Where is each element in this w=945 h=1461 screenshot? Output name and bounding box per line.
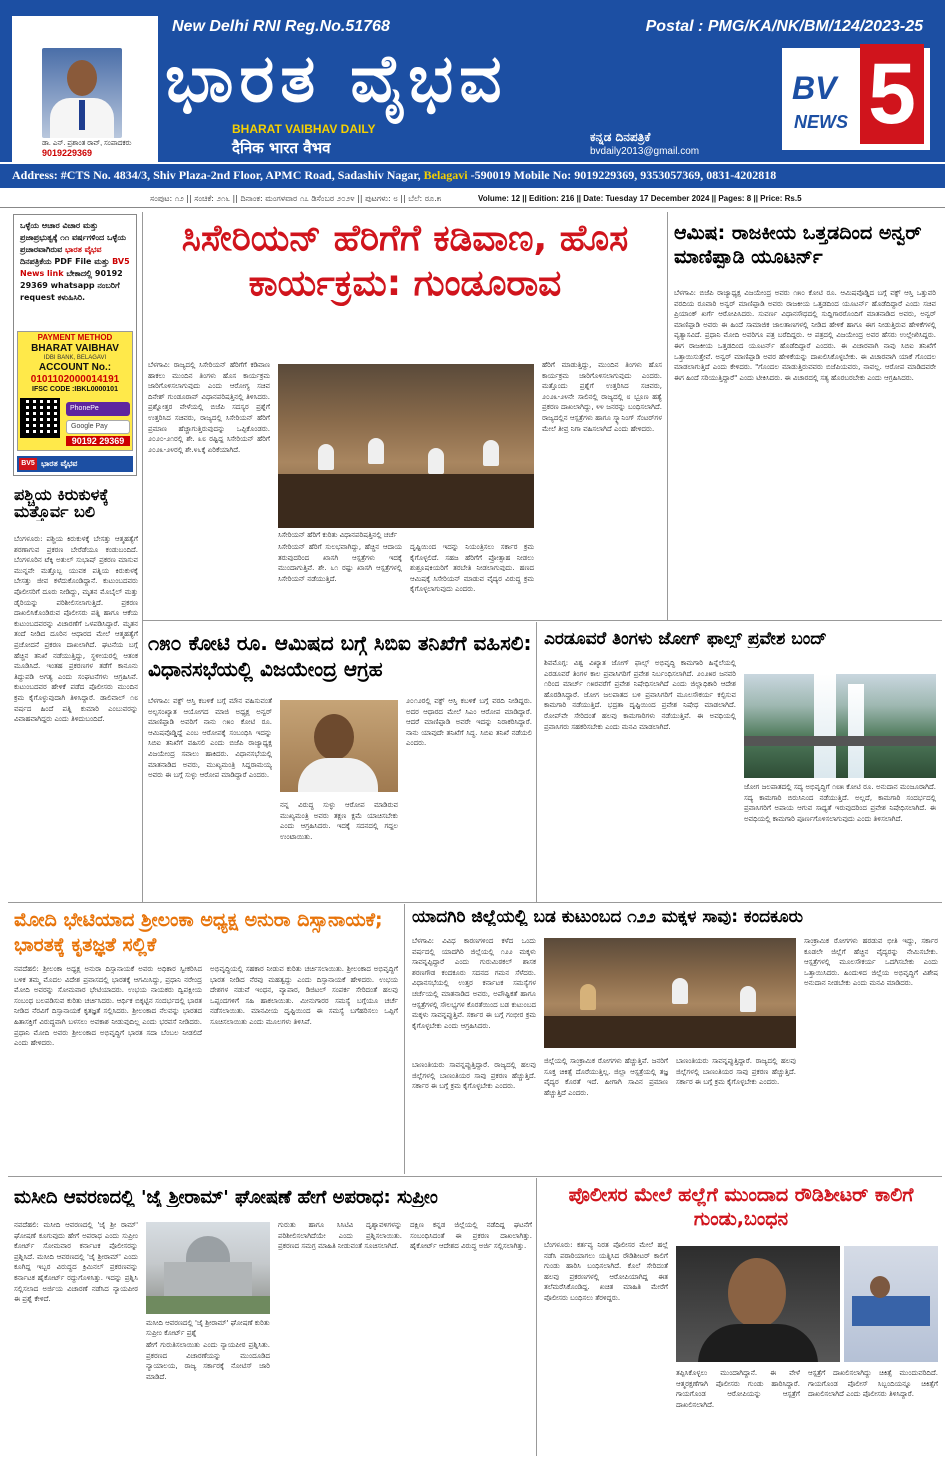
- mosque-col2: ಹೇಗೆ ಗುರುತಿಸಲಾಯಿತು ಎಂದು ನ್ಯಾಯಪೀಠ ಪ್ರಶ್ನಿಸಿತು. ಪ್ರಕರಣದ ವಿಚಾರಣೆಯನ್ನು ಮುಂದೂಡಿದ ನ್ಯಾಯಾಲಯ, ರಾಜ್ಯ ಸರ್ಕಾರಕ್ಕೆ ನೋಟಿಸ್ ಜಾರಿ ಮಾಡಿದೆ.: [146, 1341, 270, 1381]
- mosque-col3: ಗುರುತು ಹಾಗೂ ಸಿಸಿಟಿವಿ ದೃಶ್ಯಾವಳಿಗಳನ್ನು ಪರಿಶೀಲಿಸಲಾಗಿದೆಯೇ ಎಂದು ಪ್ರಶ್ನಿಸಲಾಯಿತು. ಪ್ರಕರಣದ ಸಮಗ್ರ ಮಾಹಿತಿ ನೀಡುವಂತೆ ಸೂಚಿಸಲಾಗಿದೆ.: [278, 1221, 402, 1251]
- address-city: Belagavi: [423, 168, 468, 182]
- vijayendra-photo: [280, 700, 398, 792]
- cbi-col2: ೨೦೧೨ರಲ್ಲಿ ವಕ್ಫ್ ಆಸ್ತಿ ಕಬಳಿಕೆ ಬಗ್ಗೆ ವರದಿ ನೀಡಿದ್ದರು. ಅದರ ಆಧಾರದ ಮೇಲೆ ಸಿಎಂ ಆರೋಪ ಮಾಡಿದ್ದಾರೆ. ಆದರೆ ಮಾಣಿಪ್ಪಾಡಿ ಅವರೇ ಇದನ್ನು ನಿರಾಕರಿಸಿದ್ದಾರೆ. ನಾನು ಯಾವುದೇ ತನಿಖೆಗೆ ಸಿದ್ಧ. ಸಿಬಿಐ ತನಿಖೆ ನಡೆಯಲಿ ಎಂದರು.: [406, 697, 532, 748]
- yadgiri-col2: ಬಾಣಂತಿಯರು ಸಾವನ್ನಪ್ಪುತ್ತಿದ್ದಾರೆ. ರಾಜ್ಯದಲ್ಲಿ ಹಲವು ಜಿಲ್ಲೆಗಳಲ್ಲಿ ಬಾಣಂತಿಯರ ಸಾವು ಪ್ರಕರಣ ಹೆಚ್ಚುತ್ತಿದೆ. ಸರ್ಕಾರ ಈ ಬಗ್ಗೆ ಕ್ರಮ ಕೈಗೊಳ್ಳಬೇಕು ಎಂದರು.: [412, 1061, 536, 1091]
- qr-code-icon[interactable]: [20, 398, 60, 438]
- ad-line5: ಬೇಕಾದಲ್ಲಿ 90192 29369 whatsapp ನಂಬರಿಗೆ request ಕಳುಹಿಸಿರಿ.: [20, 269, 123, 302]
- waqf-headline[interactable]: ಆಮಿಷ: ರಾಜಕೀಯ ಒತ್ತಡದಿಂದ ಅನ್ವರ್ ಮಾಣಿಪ್ಪಾಡಿ ಯೂಟರ್ನ್: [674, 222, 922, 268]
- cbi-col3: ನನ್ನ ವಿರುದ್ಧ ಸುಳ್ಳು ಆರೋಪ ಮಾಡಿರುವ ಮುಖ್ಯಮಂತ್ರಿ ಅವರು ತಕ್ಷಣ ಕ್ಷಮೆ ಯಾಚಿಸಬೇಕು ಎಂದು ಆಗ್ರಹಿಸಿದರು. ಇದಕ್ಕೆ ಸದನದಲ್ಲಿ ಗದ್ದಲ ಉಂಟಾಯಿತು.: [280, 801, 398, 841]
- address-prefix: Address: #CTS No. 4834/3, Shiv Plaza-2nd Floor, APMC Road, Sadashiv Nagar,: [12, 168, 424, 182]
- payment-bank: IDBI BANK, BELAGAVI: [43, 355, 107, 361]
- ad-line4[interactable]: BV5 News link: [20, 257, 130, 278]
- address-suffix: -590019 Mobile No: 9019229369, 9353057369, 0831-4202818: [467, 168, 777, 182]
- ad-line1: ಒಳ್ಳೆಯ ಆಚಾರ ವಿಚಾರ ಮತ್ತು ಪ್ರಜಾಪ್ರಭುತ್ವಕ್ಕೆ ೧೧ ವರ್ಷಗಳಿಂದ ಒಳ್ಳೆಯ ಪ್ರಚಾರವಾಗಿರುವ: [20, 221, 127, 254]
- yadgiri-col3b: ಬಾಣಂತಿಯರು ಸಾವನ್ನಪ್ಪುತ್ತಿದ್ದಾರೆ. ರಾಜ್ಯದಲ್ಲಿ ಹಲವು ಜಿಲ್ಲೆಗಳಲ್ಲಿ ಬಾಣಂತಿಯರ ಸಾವು ಪ್ರಕರಣ ಹೆಚ್ಚುತ್ತಿದೆ. ಸರ್ಕಾರ ಈ ಬಗ್ಗೆ ಕ್ರಮ ಕೈಗೊಳ್ಳಬೇಕು ಎಂದರು.: [676, 1057, 796, 1087]
- lanka-col1: ನವದೆಹಲಿ: ಶ್ರೀಲಂಕಾ ಅಧ್ಯಕ್ಷ ಅನುರಾ ದಿಸ್ಸಾನಾಯಕೆ ಅವರು ಅಧಿಕಾರ ಸ್ವೀಕರಿಸಿದ ಬಳಿಕ ತಮ್ಮ ಮೊದಲ ವಿದೇಶ ಪ್ರವಾಸದಲ್ಲಿ ಭಾರತಕ್ಕೆ ಆಗಮಿಸಿದ್ದು, ಪ್ರಧಾನಿ ನರೇಂದ್ರ ಮೋದಿ ಅವರನ್ನು ಸೋಮವಾರ ಭೇಟಿಯಾದರು. ಉಭಯ ನಾಯಕರು ದ್ವಿಪಕ್ಷೀಯ ಸಂಬಂಧ ಬಲಪಡಿಸುವ ಕುರಿತು ಚರ್ಚಿಸಿದರು. ಆರ್ಥಿಕ ಬಿಕ್ಕಟ್ಟಿನ ಸಂದರ್ಭದಲ್ಲಿ ಭಾರತ ನೀಡಿದ ನೆರವಿಗೆ ದಿಸ್ಸಾನಾಯಕೆ ಕೃತಜ್ಞತೆ ಸಲ್ಲಿಸಿದರು. ಶ್ರೀಲಂಕಾದ ನೆಲವನ್ನು ಭಾರತದ ಹಿತಾಸಕ್ತಿಗೆ ವಿರುದ್ಧವಾಗಿ ಬಳಸಲು ಅವಕಾಶ ನೀಡುವುದಿಲ್ಲ ಎಂದು ಭರವಸೆ ನೀಡಿದರು. ಪ್ರಧಾನಿ ಮೋದಿ ಅವರು ಶ್ರೀಲಂಕಾದ ಅಭಿವೃದ್ಧಿಗೆ ಭಾರತ ಸದಾ ಬೆಂಬಲ ನೀಡಲಿದೆ ಎಂದು ಹೇಳಿದರು.: [14, 965, 202, 1048]
- ifsc-code: IFSC CODE :IBKL0000101: [32, 386, 118, 393]
- mosque-col1: ನವದೆಹಲಿ: ಮಸೀದಿ ಆವರಣದಲ್ಲಿ 'ಜೈ ಶ್ರೀ ರಾಮ್' ಘೋಷಣೆ ಕೂಗುವುದು ಹೇಗೆ ಅಪರಾಧ ಎಂದು ಸುಪ್ರೀಂ ಕೋರ್ಟ್ ಸೋಮವಾರ ಕರ್ನಾಟಕ ಪೊಲೀಸರನ್ನು ಪ್ರಶ್ನಿಸಿದೆ. ಮಸೀದಿ ಆವರಣದಲ್ಲಿ 'ಜೈ ಶ್ರೀರಾಮ್' ಎಂದು ಕೂಗಿದ್ದ ಇಬ್ಬರ ವಿರುದ್ಧದ ಕ್ರಿಮಿನಲ್ ಪ್ರಕರಣವನ್ನು ಕರ್ನಾಟಕ ಹೈಕೋರ್ಟ್ ರದ್ದುಗೊಳಿಸಿತ್ತು. ಇದನ್ನು ಪ್ರಶ್ನಿಸಿ ಸಲ್ಲಿಸಲಾದ ಅರ್ಜಿಯ ವಿಚಾರಣೆ ನಡೆಸಿದ ನ್ಯಾಯಪೀಠ ಈ ಪ್ರಶ್ನೆ ಕೇಳಿದೆ.: [14, 1221, 138, 1304]
- cesarean-caption: ಸಿಸೇರಿಯನ್ ಹೆರಿಗೆ ಕುರಿತು ವಿಧಾನಪರಿಷತ್ತಿನಲ್ಲಿ ಚರ್ಚೆ: [278, 531, 398, 539]
- info-bar: [0, 190, 945, 208]
- cbi-col1: ಬೆಳಗಾವಿ: ವಕ್ಫ್ ಆಸ್ತಿ ಕಬಳಿಕೆ ಬಗ್ಗೆ ಮೌನ ವಹಿಸುವಂತೆ ಅಲ್ಪಸಂಖ್ಯಾತ ಆಯೋಗದ ಮಾಜಿ ಅಧ್ಯಕ್ಷ ಅನ್ವರ್ ಮಾಣಿಪ್ಪಾಡಿ ಅವರಿಗೆ ನಾನು ೧೫೦ ಕೋಟಿ ರೂ. ಆಮಿಷವೊಡ್ಡಿದ್ದೆ ಎಂಬ ಆರೋಪಕ್ಕೆ ಸಂಬಂಧಿಸಿ ಇದನ್ನು ಸಿಬಿಐ ತನಿಖೆಗೆ ವಹಿಸಲಿ ಎಂದು ಬಿಜೆಪಿ ರಾಜ್ಯಾಧ್ಯಕ್ಷ ವಿಜಯೇಂದ್ರ ಸವಾಲು ಹಾಕಿದರು. ವಿಧಾನಸಭೆಯಲ್ಲಿ ಮಾತನಾಡಿದ ಅವರು, ಮುಖ್ಯಮಂತ್ರಿ ಸಿದ್ದರಾಮಯ್ಯ ಅವರು ಈ ಬಗ್ಗೆ ಸುಳ್ಳು ಆರೋಪ ಮಾಡಿದ್ದಾರೆ ಎಂದರು.: [148, 697, 272, 780]
- assembly-photo: [278, 364, 534, 528]
- police-col2: ತಪ್ಪಿಸಿಕೊಳ್ಳಲು ಮುಂದಾಗಿದ್ದಾನೆ. ಈ ವೇಳೆ ಆತ್ಮರಕ್ಷಣೆಗಾಗಿ ಪೊಲೀಸರು ಗುಂಡು ಹಾರಿಸಿದ್ದಾರೆ. ಗಾಯಗೊಂಡ ಆರೋಪಿಯನ್ನು ಆಸ್ಪತ್ರೆಗೆ ದಾಖಲಿಸಲಾಗಿದೆ.: [676, 1369, 800, 1409]
- cesarean-col2: ಸಿಸೇರಿಯನ್ ಹೆರಿಗೆ ಸುಲಭವಾಗಿದ್ದು, ಹೆಚ್ಚಿನ ಆದಾಯ ತರುವುದರಿಂದ ಖಾಸಗಿ ಆಸ್ಪತ್ರೆಗಳು ಇದಕ್ಕೆ ಮುಂದಾಗುತ್ತಿವೆ. ಶೇ. ೬೧ ರಷ್ಟು ಖಾಸಗಿ ಆಸ್ಪತ್ರೆಗಳಲ್ಲಿ ಸಿಸೇರಿಯನ್ ನಡೆಯುತ್ತಿದೆ.: [278, 543, 402, 583]
- police-headline[interactable]: ಪೊಲೀಸರ ಮೇಲೆ ಹಲ್ಲೆಗೆ ಮುಂದಾದ ರೌಡಿಶೀಟರ್ ಕಾಲಿಗೆ ಗುಂಡು,ಬಂಧನ: [568, 1184, 914, 1230]
- ad-footer-logo-icon: BV5: [19, 458, 37, 470]
- rowdy-photo: [676, 1246, 840, 1362]
- googlepay-badge: Google Pay: [66, 420, 130, 434]
- yadgiri-assembly-photo: [544, 938, 796, 1048]
- mosque-col4: ದಕ್ಷಿಣ ಕನ್ನಡ ಜಿಲ್ಲೆಯಲ್ಲಿ ನಡೆದಿದ್ದ ಘಟನೆಗೆ ಸಂಬಂಧಿಸಿದಂತೆ ಈ ಪ್ರಕರಣ ದಾಖಲಾಗಿತ್ತು. ಹೈಕೋರ್ಟ್ ಆದೇಶದ ವಿರುದ್ಧ ಅರ್ಜಿ ಸಲ್ಲಿಸಲಾಗಿತ್ತು.: [410, 1221, 532, 1251]
- cesarean-col1: ಬೆಳಗಾವಿ: ರಾಜ್ಯದಲ್ಲಿ ಸಿಸೇರಿಯನ್ ಹೆರಿಗೆಗೆ ಕಡಿವಾಣ ಹಾಕಲು ಮುಂದಿನ ತಿಂಗಳು ಹೊಸ ಕಾರ್ಯಕ್ರಮ ಜಾರಿಗೊಳಿಸಲಾಗುವುದು ಎಂದು ಆರೋಗ್ಯ ಸಚಿವ ದಿನೇಶ್ ಗುಂಡೂರಾವ್ ವಿಧಾನಪರಿಷತ್ತಿನಲ್ಲಿ ತಿಳಿಸಿದರು. ಪ್ರಶ್ನೋತ್ತರ ವೇಳೆಯಲ್ಲಿ ಬಿಜೆಪಿ ಸದಸ್ಯರ ಪ್ರಶ್ನೆಗೆ ಉತ್ತರಿಸಿದ ಸಚಿವರು, ರಾಜ್ಯದಲ್ಲಿ ಸಿಸೇರಿಯನ್ ಹೆರಿಗೆ ಪ್ರಮಾಣ ಹೆಚ್ಚಾಗುತ್ತಿರುವುದನ್ನು ಒಪ್ಪಿಕೊಂಡರು. ೨೦೨೦-೨೧ರಲ್ಲಿ ಶೇ. ೩೮ ರಷ್ಟಿದ್ದ ಸಿಸೇರಿಯನ್ ಹೆರಿಗೆ ೨೦೨೩-೨೪ರಲ್ಲಿ ಶೇ.೪೬ಕ್ಕೆ ಏರಿಕೆಯಾಗಿದೆ.: [148, 361, 270, 454]
- rni-number: New Delhi RNI Reg.No.51768: [172, 18, 390, 35]
- logo-bv: BV: [792, 70, 837, 106]
- payment-name: BHARAT VAIBHAV: [31, 343, 119, 354]
- logo-news: NEWS: [794, 112, 848, 132]
- yadgiri-col3: ಜಿಲ್ಲೆಯಲ್ಲಿ ಸಾಂಕ್ರಾಮಿಕ ರೋಗಗಳು ಹೆಚ್ಚುತ್ತಿವೆ. ಜನರಿಗೆ ಸೂಕ್ತ ಚಿಕಿತ್ಸೆ ದೊರೆಯುತ್ತಿಲ್ಲ. ಜಿಲ್ಲಾ ಆಸ್ಪತ್ರೆಯಲ್ಲಿ ತಜ್ಞ ವೈದ್ಯರ ಕೊರತೆ ಇದೆ. ಹೀಗಾಗಿ ಸಾವಿನ ಪ್ರಮಾಣ ಹೆಚ್ಚುತ್ತಿದೆ ಎಂದರು.: [544, 1057, 668, 1097]
- payment-method: PAYMENT METHOD: [37, 333, 113, 342]
- phonepe-badge: PhonePe: [66, 402, 130, 416]
- newspaper-email[interactable]: bvdaily2013@gmail.com: [590, 146, 700, 157]
- pashu-headline[interactable]: ಪಶ್ಚಿಯ ಕಿರುಕುಳಕ್ಕೆ ಮತ್ತೊರ್ವ ಬಲಿ: [14, 486, 109, 521]
- account-number: 0101102000014191: [30, 374, 120, 385]
- supreme-court-photo: [146, 1222, 270, 1314]
- mosque-headline[interactable]: ಮಸೀದಿ ಆವರಣದಲ್ಲಿ 'ಜೈ ಶ್ರೀರಾಮ್' ಘೋಷಣೆ ಹೇಗೆ ಅಪರಾಧ: ಸುಪ್ರೀಂ: [14, 1188, 438, 1208]
- account-label: ACCOUNT No.:: [38, 362, 112, 373]
- jog-col1: ಶಿವಮೊಗ್ಗ: ವಿಶ್ವ ವಿಖ್ಯಾತ ಜೋಗ್ ಫಾಲ್ಸ್ ಅಭಿವೃದ್ಧಿ ಕಾಮಗಾರಿ ಹಿನ್ನೆಲೆಯಲ್ಲಿ ಎರಡೂವರೆ ತಿಂಗಳ ಕಾಲ ಪ್ರವಾಸಿಗರಿಗೆ ಪ್ರವೇಶ ನಿರ್ಬಂಧಿಸಲಾಗಿದೆ. ೨೦೨೫ರ ಜನವರಿ ೧ರಿಂದ ಮಾರ್ಚ್ ೧೫ರವರೆಗೆ ಪ್ರವೇಶ ನಿಷೇಧಿಸಲಾಗಿದೆ ಎಂದು ಜಿಲ್ಲಾಧಿಕಾರಿ ಆದೇಶ ಹೊರಡಿಸಿದ್ದಾರೆ. ಜೋಗ ಜಲಪಾತದ ಬಳಿ ಪ್ರವಾಸಿಗರಿಗೆ ಮೂಲಸೌಕರ್ಯ ಕಲ್ಪಿಸುವ ಕಾಮಗಾರಿ ನಡೆಯುತ್ತಿದೆ. ಭದ್ರತಾ ದೃಷ್ಟಿಯಿಂದ ಪ್ರವೇಶ ನಿಷೇಧ ಮಾಡಲಾಗಿದೆ. ರೋಪ್‌ವೇ ಸೇರಿದಂತೆ ಹಲವು ಕಾಮಗಾರಿಗಳು ನಡೆಯುತ್ತಿವೆ. ಈ ಅವಧಿಯಲ್ಲಿ ಪ್ರವಾಸಿಗರು ಸಹಕರಿಸಬೇಕು ಎಂದು ಮನವಿ ಮಾಡಲಾಗಿದೆ.: [544, 659, 736, 731]
- cesarean-col4: ಹೆರಿಗೆ ಮಾಡುತ್ತಿದ್ದು, ಮುಂದಿನ ತಿಂಗಳು ಹೊಸ ಕಾರ್ಯಕ್ರಮ ಜಾರಿಗೊಳಿಸಲಾಗುವುದು ಎಂದರು. ಮತ್ತೊಂದು ಪ್ರಶ್ನೆಗೆ ಉತ್ತರಿಸಿದ ಸಚಿವರು, ೨೦೨೩-೨೪ನೇ ಸಾಲಿನಲ್ಲಿ ರಾಜ್ಯದಲ್ಲಿ ೮ ಭ್ರೂಣ ಹತ್ಯೆ ಪ್ರಕರಣ ದಾಖಲಾಗಿದ್ದು, ೪೪ ಜನರನ್ನು ಬಂಧಿಸಲಾಗಿದೆ. ರಾಜ್ಯದಲ್ಲಿನ ಆಸ್ಪತ್ರೆಗಳು ಹಾಗೂ ಸ್ಕ್ಯಾನಿಂಗ್ ಸೆಂಟರ್‌ಗಳ ಮೇಲೆ ತೀವ್ರ ನಿಗಾ ವಹಿಸಲಾಗಿದೆ ಎಂದು ಹೇಳಿದರು.: [542, 361, 662, 433]
- police-col1: ಬೆಂಗಳೂರು: ಕರ್ತವ್ಯ ನಿರತ ಪೊಲೀಸರ ಮೇಲೆ ಹಲ್ಲೆ ನಡೆಸಿ ಪರಾರಿಯಾಗಲು ಯತ್ನಿಸಿದ ರೌಡಿಶೀಟರ್ ಕಾಲಿಗೆ ಗುಂಡು ಹಾರಿಸಿ ಬಂಧಿಸಲಾಗಿದೆ. ಕೊಲೆ ಸೇರಿದಂತೆ ಹಲವು ಪ್ರಕರಣಗಳಲ್ಲಿ ಆರೋಪಿಯಾಗಿದ್ದ ಈತ ತಲೆಮರೆಸಿಕೊಂಡಿದ್ದ. ಖಚಿತ ಮಾಹಿತಿ ಮೇರೆಗೆ ಪೊಲೀಸರು ಬಂಧಿಸಲು ತೆರಳಿದ್ದರು.: [544, 1241, 668, 1302]
- newspaper-title: ಭಾರತ ವೈಭವ: [165, 40, 508, 117]
- postal-number: Postal : PMG/KA/NK/BM/124/2023-25: [645, 18, 923, 35]
- mosque-caption: ಮಸೀದಿ ಆವರಣದಲ್ಲಿ 'ಜೈ ಶ್ರೀರಾಮ್' ಘೋಷಣೆ ಕುರಿತು ಸುಪ್ರೀಂ ಕೋರ್ಟ್ ಪ್ರಶ್ನೆ: [146, 1319, 270, 1337]
- cesarean-headline[interactable]: ಸಿಸೇರಿಯನ್ ಹೆರಿಗೆಗೆ ಕಡಿವಾಣ, ಹೊಸ ಕಾರ್ಯಕ್ರಮ: ಗುಂಡೂರಾವ: [181, 218, 629, 304]
- editor-name-kn: ಡಾ. ಎನ್. ಪ್ರಶಾಂತ ರಾವ್, ಸಂಪಾದಕರು: [42, 140, 132, 147]
- jog-headline[interactable]: ಎರಡೂವರೆ ತಿಂಗಳು ಜೋಗ್ ಫಾಲ್ಸ್ ಪ್ರವೇಶ ಬಂದ್: [544, 630, 827, 649]
- editor-phone[interactable]: 9019229369: [42, 148, 93, 158]
- pashu-body: ಬೆಂಗಳೂರು: ಪಶ್ಚಿಯ ಕಿರುಕುಳಕ್ಕೆ ಬೇಸತ್ತು ಆತ್ಮಹತ್ಯೆಗೆ ಶರಣಾಗುವ ಪ್ರಕರಣ ಬೇರೆಡೆಯೂ ಕಂಡುಬಂದಿದೆ. ಬೆಂಗಳೂರಿನ ಟೆಕ್ಕಿ ಅತುಲ್ ಸುಭಾಷ್ ಪ್ರಕರಣ ಮಾಸುವ ಮುನ್ನವೇ ಮತ್ತೊಬ್ಬ ಯುವಕ ಪತ್ನಿಯ ಕಿರುಕುಳಕ್ಕೆ ಬೇಸತ್ತು ಜೀವ ಕಳೆದುಕೊಂಡಿದ್ದಾನೆ. ಕುಟುಂಬದವರು ಪೊಲೀಸರಿಗೆ ದೂರು ನೀಡಿದ್ದು, ಮೃತನ ಮೊಬೈಲ್ ಮತ್ತು ಡೈರಿಯನ್ನು ಪರಿಶೀಲಿಸಲಾಗುತ್ತಿದೆ. ಪ್ರಕರಣ ದಾಖಲಿಸಿಕೊಂಡಿರುವ ಪೊಲೀಸರು ಪತ್ನಿ ಹಾಗೂ ಆಕೆಯ ಕುಟುಂಬದವರನ್ನು ವಿಚಾರಣೆಗೆ ಒಳಪಡಿಸಿದ್ದಾರೆ. ಮೃತನ ತಂದೆ ನೀಡಿದ ದೂರಿನ ಆಧಾರದ ಮೇಲೆ ಆತ್ಮಹತ್ಯೆಗೆ ಪ್ರಚೋದನೆ ಪ್ರಕರಣ ದಾಖಲಾಗಿದೆ. ಘಟನೆಯ ಬಗ್ಗೆ ಹೆಚ್ಚಿನ ತನಿಖೆ ನಡೆಯುತ್ತಿದ್ದು, ಸ್ಥಳೀಯರಲ್ಲಿ ಆತಂಕ ಮೂಡಿಸಿದೆ. ಇಂತಹ ಪ್ರಕರಣಗಳ ತಡೆಗೆ ಕಾನೂನು ತಿದ್ದುಪಡಿ ಅಗತ್ಯ ಎಂದು ಸಂಘಟನೆಗಳು ಆಗ್ರಹಿಸಿವೆ. ಕುಟುಂಬದವರ ಹೇಳಿಕೆ ಪಡೆದ ಪೊಲೀಸರು ಮುಂದಿನ ಕ್ರಮ ಕೈಗೊಳ್ಳುವುದಾಗಿ ತಿಳಿಸಿದ್ದಾರೆ. ಡಾಲಿವಾಲ್ ೧೮ ವರ್ಷದ ಹಿಂದೆ ಪತ್ನಿ ಕುಮಾರಿ ಎಂಬುವರನ್ನು ವಿವಾಹವಾಗಿದ್ದರು ಎಂದು ತಿಳಿದುಬಂದಿದೆ.: [14, 535, 138, 724]
- ad-line2: ಭಾರತ ವೈಭವ: [65, 245, 102, 254]
- ad-footer: ಭಾರತ ವೈಭವ: [17, 456, 133, 472]
- lanka-headline[interactable]: ಮೋದಿ ಭೇಟಿಯಾದ ಶ್ರೀಲಂಕಾ ಅಧ್ಯಕ್ಷ ಅನುರಾ ದಿಸ್ಸಾನಾಯಕೆ; ಭಾರತಕ್ಕೆ ಕೃತಜ್ಞತೆ ಸಲ್ಲಿಕೆ: [14, 909, 383, 956]
- newspaper-subtitle-hi: दैनिक भारत वैभव: [232, 139, 331, 157]
- address-bar: [0, 162, 945, 188]
- yadgiri-col1: ಬೆಳಗಾವಿ: ವಿವಿಧ ಕಾರಣಗಳಿಂದ ಕಳೆದ ಒಂದು ವರ್ಷದಲ್ಲಿ ಯಾದಗಿರಿ ಜಿಲ್ಲೆಯಲ್ಲಿ ೧೨೨ ಮಕ್ಕಳು ಸಾವನ್ನಪ್ಪಿದ್ದಾರೆ ಎಂದು ಗುರುಮಿಠಕಲ್ ಶಾಸಕ ಶರಣಗೌಡ ಕಂದಕೂರು ಸದನದ ಗಮನ ಸೆಳೆದರು. ವಿಧಾನಸಭೆಯಲ್ಲಿ ಉತ್ತರ ಕರ್ನಾಟಕ ಸಮಸ್ಯೆಗಳ ಚರ್ಚೆಯಲ್ಲಿ ಮಾತನಾಡಿದ ಅವರು, ಅಪೌಷ್ಟಿಕತೆ ಹಾಗೂ ಆಸ್ಪತ್ರೆಗಳಲ್ಲಿ ಸೌಲಭ್ಯಗಳ ಕೊರತೆಯಿಂದ ಬಡ ಕುಟುಂಬದ ಮಕ್ಕಳು ಸಾವನ್ನಪ್ಪುತ್ತಿವೆ. ಸರ್ಕಾರ ಈ ಬಗ್ಗೆ ಗಂಭೀರ ಕ್ರಮ ಕೈಗೊಳ್ಳಬೇಕು ಎಂದು ಆಗ್ರಹಿಸಿದರು.: [412, 937, 536, 1030]
- cbi-headline[interactable]: ೧೫೦ ಕೋಟಿ ರೂ. ಆಮಿಷದ ಬಗ್ಗೆ ಸಿಬಿಐ ತನಿಖೆಗೆ ವಹಿಸಲಿ: ವಿಧಾನಸಭೆಯಲ್ಲಿ ವಿಜಯೇಂದ್ರ ಆಗ್ರಹ: [148, 631, 532, 681]
- payment-phone[interactable]: 90192 29369: [66, 436, 130, 446]
- lanka-col2: ಅಭಿವೃದ್ಧಿಯಲ್ಲಿ ಸಹಕಾರ ನೀಡುವ ಕುರಿತು ಚರ್ಚಿಸಲಾಯಿತು. ಶ್ರೀಲಂಕಾದ ಅಭಿವೃದ್ಧಿಗೆ ಭಾರತ ನೀಡಿದ ನೆರವು ಮಹತ್ವದ್ದು ಎಂದು ದಿಸ್ಸಾನಾಯಕೆ ಹೇಳಿದರು. ಉಭಯ ದೇಶಗಳ ನಡುವೆ ಇಂಧನ, ವ್ಯಾಪಾರ, ಡಿಜಿಟಲ್ ಸಂಪರ್ಕ ಸೇರಿದಂತೆ ಹಲವು ಒಪ್ಪಂದಗಳಿಗೆ ಸಹಿ ಹಾಕಲಾಯಿತು. ಮೀನುಗಾರರ ಸಮಸ್ಯೆ ಬಗ್ಗೆಯೂ ಚರ್ಚೆ ನಡೆಸಲಾಯಿತು. ಮಾನವೀಯ ದೃಷ್ಟಿಯಿಂದ ಈ ಸಮಸ್ಯೆ ಬಗೆಹರಿಸಲು ಒಪ್ಪಿಗೆ ಸೂಚಿಸಲಾಯಿತು ಎಂದು ಮೂಲಗಳು ತಿಳಿಸಿವೆ.: [210, 965, 398, 1026]
- jog-col2: ಜೋಗ ಜಲಪಾತದಲ್ಲಿ ಸದ್ಯ ಅಭಿವೃದ್ಧಿಗೆ ೧೮೫ ಕೋಟಿ ರೂ. ಅನುದಾನ ಮಂಜೂರಾಗಿದೆ. ಸದ್ಯ ಕಾಮಗಾರಿ ಬಿರುಸಿನಿಂದ ನಡೆಯುತ್ತಿದೆ. ಅಲ್ಲದೆ, ಕಾಮಗಾರಿ ಸಂದರ್ಭದಲ್ಲಿ ಪ್ರವಾಸಿಗರಿಗೆ ಅಪಾಯ ಆಗುವ ಸಾಧ್ಯತೆ ಇರುವುದರಿಂದ ಪ್ರವೇಶ ನಿಷೇಧಿಸಲಾಗಿದೆ. ಈ ಅವಧಿಯಲ್ಲಿ ಕಾಮಗಾರಿ ಪೂರ್ಣಗೊಳಿಸಲಾಗುವುದು ಎಂದು ತಿಳಿಸಲಾಗಿದೆ.: [744, 783, 936, 823]
- newspaper-subtitle-kn: ಕನ್ನಡ ದಿನಪತ್ರಿಕೆ: [590, 130, 651, 144]
- info-english: Volume: 12 || Edition: 216 || Date: Tuesday 17 December 2024 || Pages: 8 || Price: Rs.5: [478, 194, 802, 203]
- info-kannada: ಸಂಪುಟ: ೧೨ || ಸಂಚಿಕೆ: ೨೧೬ || ದಿನಾಂಕ: ಮಂಗಳವಾರ ೧೭ ಡಿಸೆಂಬರ ೨೦೨೪ || ಪುಟಗಳು: ೮ || ಬೆಲೆ: ರೂ.೫: [150, 194, 442, 203]
- cesarean-col3: ದೃಷ್ಟಿಯಿಂದ ಇದನ್ನು ನಿಯಂತ್ರಿಸಲು ಸರ್ಕಾರ ಕ್ರಮ ಕೈಗೊಳ್ಳಲಿದೆ. ಸಹಜ ಹೆರಿಗೆಗೆ ಪ್ರೋತ್ಸಾಹ ನೀಡಲು ಶುಶ್ರೂಷಕಿಯರಿಗೆ ತರಬೇತಿ ನೀಡಲಾಗುವುದು. ಹಣದ ಆಮಿಷಕ್ಕೆ ಸಿಸೇರಿಯನ್ ಮಾಡುವ ವೈದ್ಯರ ವಿರುದ್ಧ ಕ್ರಮ ಕೈಗೊಳ್ಳಲಾಗುವುದು ಎಂದರು.: [410, 543, 534, 594]
- yadgiri-headline[interactable]: ಯಾದಗಿರಿ ಜಿಲ್ಲೆಯಲ್ಲಿ ಬಡ ಕುಟುಂಬದ ೧೨೨ ಮಕ್ಕಳ ಸಾವು: ಕಂದಕೂರು: [412, 908, 803, 927]
- newspaper-subtitle-en: BHARAT VAIBHAV DAILY: [232, 122, 376, 136]
- jog-falls-photo: [744, 674, 936, 778]
- yadgiri-col4: ಸಾಂಕ್ರಾಮಿಕ ರೋಗಗಳು ಹರಡುವ ಭೀತಿ ಇದ್ದು, ಸರ್ಕಾರ ಕೂಡಲೇ ಜಿಲ್ಲೆಗೆ ಹೆಚ್ಚಿನ ವೈದ್ಯರನ್ನು ನೇಮಿಸಬೇಕು. ಆಸ್ಪತ್ರೆಗಳಲ್ಲಿ ಮೂಲಸೌಕರ್ಯ ಒದಗಿಸಬೇಕು ಎಂದು ಒತ್ತಾಯಿಸಿದರು. ಹಿಂದುಳಿದ ಜಿಲ್ಲೆಯ ಅಭಿವೃದ್ಧಿಗೆ ವಿಶೇಷ ಅನುದಾನ ನೀಡಬೇಕು ಎಂದು ಮನವಿ ಮಾಡಿದರು.: [804, 937, 938, 988]
- ad-line3: ದಿನಪತ್ರಿಕೆಯ PDF File ಮತ್ತು: [20, 257, 110, 266]
- bv5-news-logo: [780, 46, 932, 152]
- police-col3: ಆಸ್ಪತ್ರೆಗೆ ದಾಖಲಿಸಲಾಗಿದ್ದು ಚಿಕಿತ್ಸೆ ಮುಂದುವರಿದಿದೆ. ಗಾಯಗೊಂಡ ಪೊಲೀಸ್ ಸಿಬ್ಬಂದಿಯನ್ನೂ ಚಿಕಿತ್ಸೆಗೆ ದಾಖಲಿಸಲಾಗಿದೆ ಎಂದು ಪೊಲೀಸರು ತಿಳಿಸಿದ್ದಾರೆ.: [808, 1369, 938, 1399]
- logo-five: 5: [860, 44, 924, 144]
- hospital-photo: [844, 1246, 938, 1362]
- editor-photo: [42, 48, 122, 138]
- waqf-body: ಬೆಳಗಾವಿ: ಬಿಜೆಪಿ ರಾಜ್ಯಾಧ್ಯಕ್ಷ ವಿಜಯೇಂದ್ರ ಅವರು ೧೫೦ ಕೋಟಿ ರೂ. ಆಮಿಷವೊಡ್ಡಿದ ಬಗ್ಗೆ ವಕ್ಫ್ ಆಸ್ತಿ ಒತ್ತುವರಿ ವರದಿಯ ರೂವಾರಿ ಅನ್ವರ್ ಮಾಣಿಪ್ಪಾಡಿ ಅವರು ರಾಜಕೀಯ ಒತ್ತಡದಿಂದ ಯೂಟರ್ನ್ ಹೊಡೆದಿದ್ದಾರೆ ಎಂದು ಸಚಿವ ಪ್ರಿಯಾಂಕ್ ಖರ್ಗೆ ಆರೋಪಿಸಿದರು. ಸುವರ್ಣ ವಿಧಾನಸೌಧದಲ್ಲಿ ಸುದ್ದಿಗಾರರೊಂದಿಗೆ ಮಾತನಾಡಿದ ಅವರು, ಅನ್ವರ್ ಮಾಣಿಪ್ಪಾಡಿ ಅವರು ಈ ಹಿಂದೆ ಸಾಮಾಜಿಕ ಜಾಲತಾಣಗಳಲ್ಲಿ ನೀಡಿದ ಹೇಳಿಕೆ ಹಾಗೂ ಈಗ ನೀಡುತ್ತಿರುವ ಹೇಳಿಕೆಗಳಲ್ಲಿ ವ್ಯತ್ಯಾಸವಿದೆ. ಪ್ರಧಾನಿ ಮೋದಿ ಅವರಿಗೂ ಪತ್ರ ಬರೆದಿದ್ದರು. ಆ ಪತ್ರದಲ್ಲಿ ವಿಜಯೇಂದ್ರ ಅವರ ಹೆಸರು ಉಲ್ಲೇಖಿಸಿದ್ದರು. ಈಗ ರಾಜಕೀಯ ಒತ್ತಡದಿಂದ ಯೂಟರ್ನ್ ಹೊಡೆದಿದ್ದಾರೆ ಎಂದರು. ಈ ವಿಚಾರವಾಗಿ ನಾವು ಸಿಬಿಐ ತನಿಖೆಗೆ ಒತ್ತಾಯಿಸುತ್ತೇವೆ. ಅನ್ವರ್ ಮಾಣಿಪ್ಪಾಡಿ ಅವರ ಹೇಳಿಕೆಯನ್ನು ದಾಖಲಿಸಿಕೊಳ್ಳಬೇಕು. ಈ ವಿಚಾರವಾಗಿ ಯಾಕೆ ಗೊಂದಲ ಮಾಡಲಾಗುತ್ತಿದೆ ಎಂದು ಕೇಳಿದರು. "ಗೊಂದಲ ಮಾಡುತ್ತಿರುವವರು ಬಿಜೆಪಿಯವರು, ನಾವಲ್ಲ. ಆರೋಪ ಮಾಡಿದವರೇ ಈಗ ಹಿಂದೆ ಸರಿಯುತ್ತಿದ್ದಾರೆ" ಎಂದು ಟೀಕಿಸಿದರು. ಈ ವಿಚಾರದಲ್ಲಿ ಸತ್ಯ ಹೊರಬರಬೇಕು ಎಂದು ಆಗ್ರಹಿಸಿದರು.: [674, 289, 936, 382]
- pdf-ad-text: [20, 220, 132, 304]
